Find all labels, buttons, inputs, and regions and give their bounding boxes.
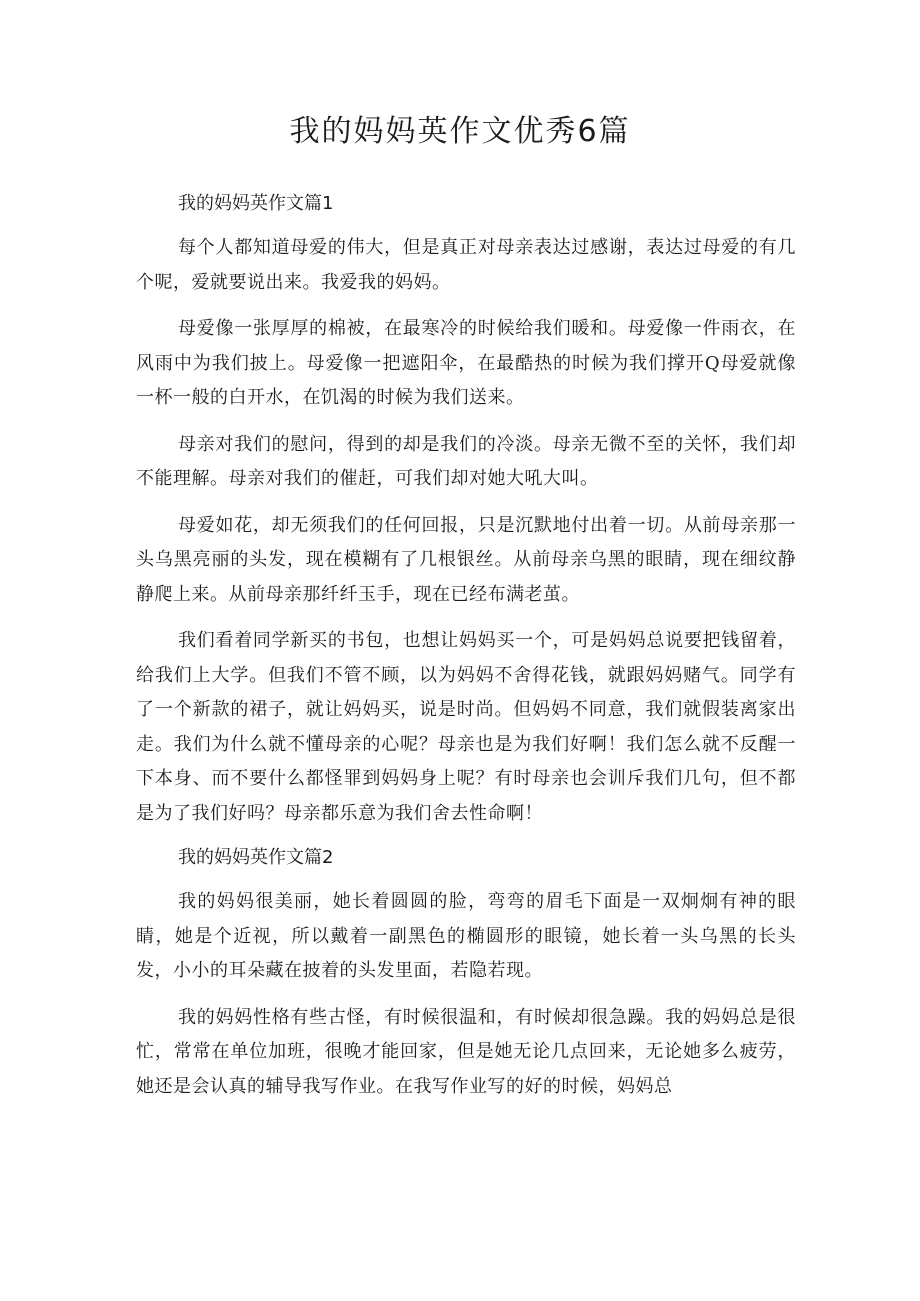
document-body: [136, 189, 796, 1116]
paragraph: 母爱如花，却无须我们的任何回报，只是沉默地付出着一切。从前母亲那一头乌黑亮丽的头发，现在模糊有了几根银丝。从前母亲乌黑的眼睛，现在细纹静静爬上来。从前母亲那纤纤玉手，现在已经布满老茧。: [136, 514, 796, 605]
section-heading: 我的妈妈英作文篇1: [178, 193, 334, 214]
section-heading: 我的妈妈英作文篇2: [178, 847, 334, 868]
paragraph: 我的妈妈性格有些古怪，有时候很温和，有时候却很急躁。我的妈妈总是很忙，常常在单位加班，很晚才能回家，但是她无论几点回来，无论她多么疲劳，她还是会认真的辅导我写作业。在我写作业写的好的时候，妈妈总: [136, 1006, 796, 1097]
paragraph: 母爱像一张厚厚的棉被，在最寒冷的时候给我们暖和。母爱像一件雨衣，在风雨中为我们披上。母爱像一把遮阳伞，在最酷热的时候为我们撑开Q母爱就像一杯一般的白开水，在饥渴的时候为我们送来。: [136, 318, 796, 408]
paragraph: 我们看着同学新买的书包，也想让妈妈买一个，可是妈妈总说要把钱留着，给我们上大学。但我们不管不顾，以为妈妈不舍得花钱，就跟妈妈赌气。同学有了一个新款的裙子，就让妈妈买，说是时尚。但妈妈不同意，我们就假装离家出走。我们为什么就不懂母亲的心呢？母亲也是为我们好啊！我们怎么就不反醒一下本身、而不要什么都怪罪到妈妈身上呢？有时母亲也会训斥我们几句，但不都是为了我们好吗？母亲都乐意为我们舍去性命啊！: [136, 630, 796, 824]
paragraph: 我的妈妈很美丽，她长着圆圆的脸，弯弯的眉毛下面是一双炯炯有神的眼睛，她是个近视，所以戴着一副黑色的椭圆形的眼镜，她长着一头乌黑的长头发，小小的耳朵藏在披着的头发里面，若隐若现。: [136, 891, 796, 981]
paragraph: 每个人都知道母爱的伟大，但是真正对母亲表达过感谢，表达过母爱的有几个呢，爱就要说出来。我爱我的妈妈。: [136, 237, 796, 293]
paragraph: 母亲对我们的慰问，得到的却是我们的冷淡。母亲无微不至的关怀，我们却不能理解。母亲对我们的催赶，可我们却对她大吼大叫。: [136, 433, 796, 489]
page-title: 我的妈妈英作文优秀6篇: [289, 114, 631, 149]
